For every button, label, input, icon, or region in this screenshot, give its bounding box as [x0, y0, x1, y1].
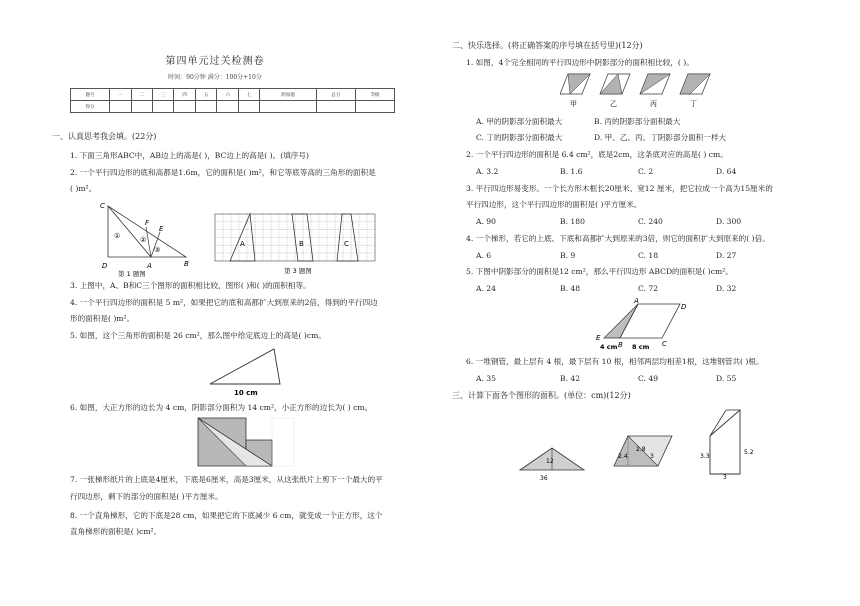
score-cell: 四	[174, 89, 195, 101]
option-2-3-d[interactable]: D. 300	[716, 217, 742, 226]
question-2-5: 5. 下图中阴影部分的面积是12 cm²，那么平行四边形 ABCD的面积是( )cm²。	[466, 267, 733, 276]
fig1-label-f: F	[145, 219, 150, 227]
question-1-8-cont: 直角梯形的面积是( )cm²。	[70, 527, 162, 536]
score-input-cell[interactable]	[131, 101, 152, 113]
option-2-6-a[interactable]: A. 35	[476, 374, 496, 383]
option-2-2-a[interactable]: A. 3.2	[476, 167, 499, 176]
score-cell: 二	[131, 89, 152, 101]
question-2-6: 6. 一堆钢管，最上层有 4 根，最下层有 10 根，相邻两层均相差1根，这堆钢管共( )根。	[466, 357, 764, 366]
figure-3-grid	[212, 212, 382, 278]
score-input-cell[interactable]	[110, 101, 131, 113]
fig3-label-b: B	[299, 240, 304, 248]
question-1-1: 1. 下面三角形ABC中，AB边上的高是( )，BC边上的高是( )。(填序号)	[70, 151, 309, 160]
score-table	[70, 88, 395, 113]
question-2-3-cont: 平行四边形，这个平行四边形的面积是( )平方厘米。	[466, 200, 642, 209]
section1-heading: 一、认真思考我会填。(22分)	[52, 132, 157, 141]
question-1-4: 4. 一个平行四边形的面积是 5 m²，如果把它的底和高都扩大到原来的2倍，得到的平行四边	[70, 298, 378, 307]
option-2-3-a[interactable]: A. 90	[476, 217, 496, 226]
question-1-7: 7. 一张梯形纸片的上底是4厘米，下底是6厘米，高是3厘米，从这张纸片上剪下一个最大的平	[70, 475, 383, 484]
fig3c-right: 5.2	[744, 449, 754, 456]
fig1-caption: 第 1 题图	[118, 270, 146, 278]
fig3b-label-b: 2.4	[618, 453, 628, 460]
question-1-5: 5. 如图，这个三角形的面积是 26 cm²，那么图中给定底边上的高是( )cm。	[70, 331, 326, 340]
score-input-cell[interactable]	[355, 101, 394, 113]
option-2-1-c[interactable]: C. 丁的阴影部分面积最大	[476, 133, 563, 142]
option-2-6-c[interactable]: C. 49	[638, 374, 659, 383]
question-1-2: 2. 一个平行四边形的底和高都是1.6m，它的面积是( )m²，和它等底等高的三角形的面积是	[70, 168, 376, 177]
fig25-label-8cm: 8 cm	[632, 343, 650, 351]
option-2-1-a[interactable]: A. 甲的阴影部分面积最大	[476, 117, 563, 126]
option-2-1-b[interactable]: B. 丙的阴影部分面积最大	[594, 117, 681, 126]
option-2-5-a[interactable]: A. 24	[476, 284, 496, 293]
section2-heading: 二、快乐选择。(将正确答案的序号填在括号里)(12分)	[452, 41, 643, 50]
figure-2-1-parallelograms	[560, 72, 720, 112]
figure-6-squares	[196, 416, 298, 470]
score-cell: 三	[152, 89, 173, 101]
option-2-4-b[interactable]: B. 9	[560, 251, 576, 260]
fig3-label-c: C	[344, 240, 349, 248]
fig5-base-label: 10 cm	[234, 389, 258, 397]
question-1-7-cont: 行四边形，剩下的部分的面积是( )平方厘米。	[70, 492, 223, 501]
fig1-label-d: D	[102, 262, 108, 270]
fig25-label-a: A	[634, 298, 639, 305]
score-input-cell[interactable]	[260, 101, 317, 113]
fig3b-label-a: 2.8	[636, 446, 646, 453]
figure-3c-trapezoid	[696, 404, 766, 480]
fig1-label-b: B	[184, 260, 189, 268]
label-bing: 丙	[650, 100, 657, 108]
question-1-6: 6. 如图，大正方形的边长为 4 cm，阴影部分面积为 14 cm²，小正方形的边长为( ) cm。	[70, 403, 373, 412]
option-2-6-b[interactable]: B. 42	[560, 374, 581, 383]
score-cell: 七	[238, 89, 259, 101]
option-2-3-c[interactable]: C. 240	[638, 217, 663, 226]
page-title: 第四单元过关检测卷	[165, 56, 265, 67]
option-2-4-d[interactable]: D. 27	[716, 251, 737, 260]
fig25-label-c: C	[662, 340, 667, 348]
question-2-3: 3. 平行四边形易变形。一个长方形木框长20厘米、宽12 厘米，把它拉成一个高为15厘米的	[466, 184, 773, 193]
question-2-1: 1. 如图，4个完全相同的平行四边形中阴影部分的面积相比较，( )。	[466, 58, 694, 67]
fig1-label-3: ③	[154, 246, 161, 254]
score-cell: 题号	[71, 89, 110, 101]
figure-3a-triangle	[516, 444, 592, 484]
option-2-2-d[interactable]: D. 64	[716, 167, 737, 176]
option-2-6-d[interactable]: D. 55	[716, 374, 737, 383]
score-input-cell[interactable]	[316, 101, 355, 113]
question-2-2: 2. 一个平行四边形的面积是 6.4 cm²，底是2cm，这条底对应的高是( ) cm。	[466, 150, 728, 159]
fig1-label-2: ②	[140, 236, 147, 244]
fig3-label-a: A	[240, 240, 245, 248]
score-input-cell[interactable]	[152, 101, 173, 113]
option-2-4-a[interactable]: A. 6	[476, 251, 492, 260]
score-cell: 一	[110, 89, 131, 101]
score-table-score-row	[71, 101, 395, 113]
fig25-label-e: E	[596, 334, 601, 342]
fig3a-base: 36	[540, 475, 548, 482]
option-2-1-d[interactable]: D. 甲、乙、丙、丁阴影部分面积一样大	[594, 133, 727, 142]
fig3c-bottom: 3	[723, 474, 727, 480]
question-1-3: 3. 上图中，A、B和C三个图形的面积相比较，图形( )和( )的面积相等。	[70, 281, 311, 290]
figure-1-triangle	[96, 200, 206, 278]
question-2-4: 4. 一个梯形，若它的上底、下底和高都扩大到原来的3倍，则它的面积扩大到原来的( )倍。	[466, 234, 770, 243]
fig25-label-b: B	[618, 341, 623, 349]
option-2-4-c[interactable]: C. 18	[638, 251, 659, 260]
question-1-2-cont: ( )m²。	[70, 184, 97, 193]
figure-5-triangle	[204, 345, 288, 399]
question-1-4-cont: 形的面积是( )m²。	[70, 314, 135, 323]
score-cell: 附加题	[260, 89, 317, 101]
figure-3b-parallelogram	[610, 432, 686, 480]
fig3a-height: 12	[546, 458, 554, 465]
section3-heading: 三、计算下面各个图形的面积。(单位：cm)(12分)	[452, 391, 631, 400]
option-2-5-c[interactable]: C. 72	[638, 284, 659, 293]
question-1-8: 8. 一个直角梯形，它的下底是28 cm，如果把它的下底减少 6 cm，就变成一个正方形，这个	[70, 511, 383, 520]
fig25-label-d: D	[681, 303, 687, 311]
score-cell: 总分	[316, 89, 355, 101]
score-cell: 得分	[71, 101, 110, 113]
fig1-label-c: C	[100, 202, 105, 210]
score-input-cell[interactable]	[238, 101, 259, 113]
fig3b-label-c: 3	[650, 453, 654, 460]
option-2-2-c[interactable]: C. 2	[638, 167, 654, 176]
score-table-header-row	[71, 89, 395, 101]
score-cell: 六	[217, 89, 238, 101]
fig3-caption: 第 3 题图	[284, 267, 312, 275]
score-input-cell[interactable]	[195, 101, 216, 113]
option-2-2-b[interactable]: B. 1.6	[560, 167, 583, 176]
fig1-label-1: ①	[114, 232, 121, 240]
fig3c-left: 3.3	[700, 453, 710, 460]
fig1-label-a: A	[147, 262, 152, 270]
fig25-label-4cm: 4 cm	[600, 343, 618, 351]
option-2-5-b[interactable]: B. 48	[560, 284, 581, 293]
label-yi: 乙	[610, 100, 617, 108]
score-input-cell[interactable]	[174, 101, 195, 113]
fig1-label-e: E	[159, 225, 164, 233]
option-2-3-b[interactable]: B. 180	[560, 217, 585, 226]
score-input-cell[interactable]	[217, 101, 238, 113]
label-jia: 甲	[570, 100, 577, 108]
label-ding: 丁	[690, 100, 697, 108]
option-2-5-d[interactable]: D. 32	[716, 284, 737, 293]
figure-2-5-parallelogram	[592, 298, 692, 352]
score-cell: 五	[195, 89, 216, 101]
page-subtitle: 时间：90分钟 满分：100分+10分	[168, 74, 262, 81]
score-cell: 等级	[355, 89, 394, 101]
